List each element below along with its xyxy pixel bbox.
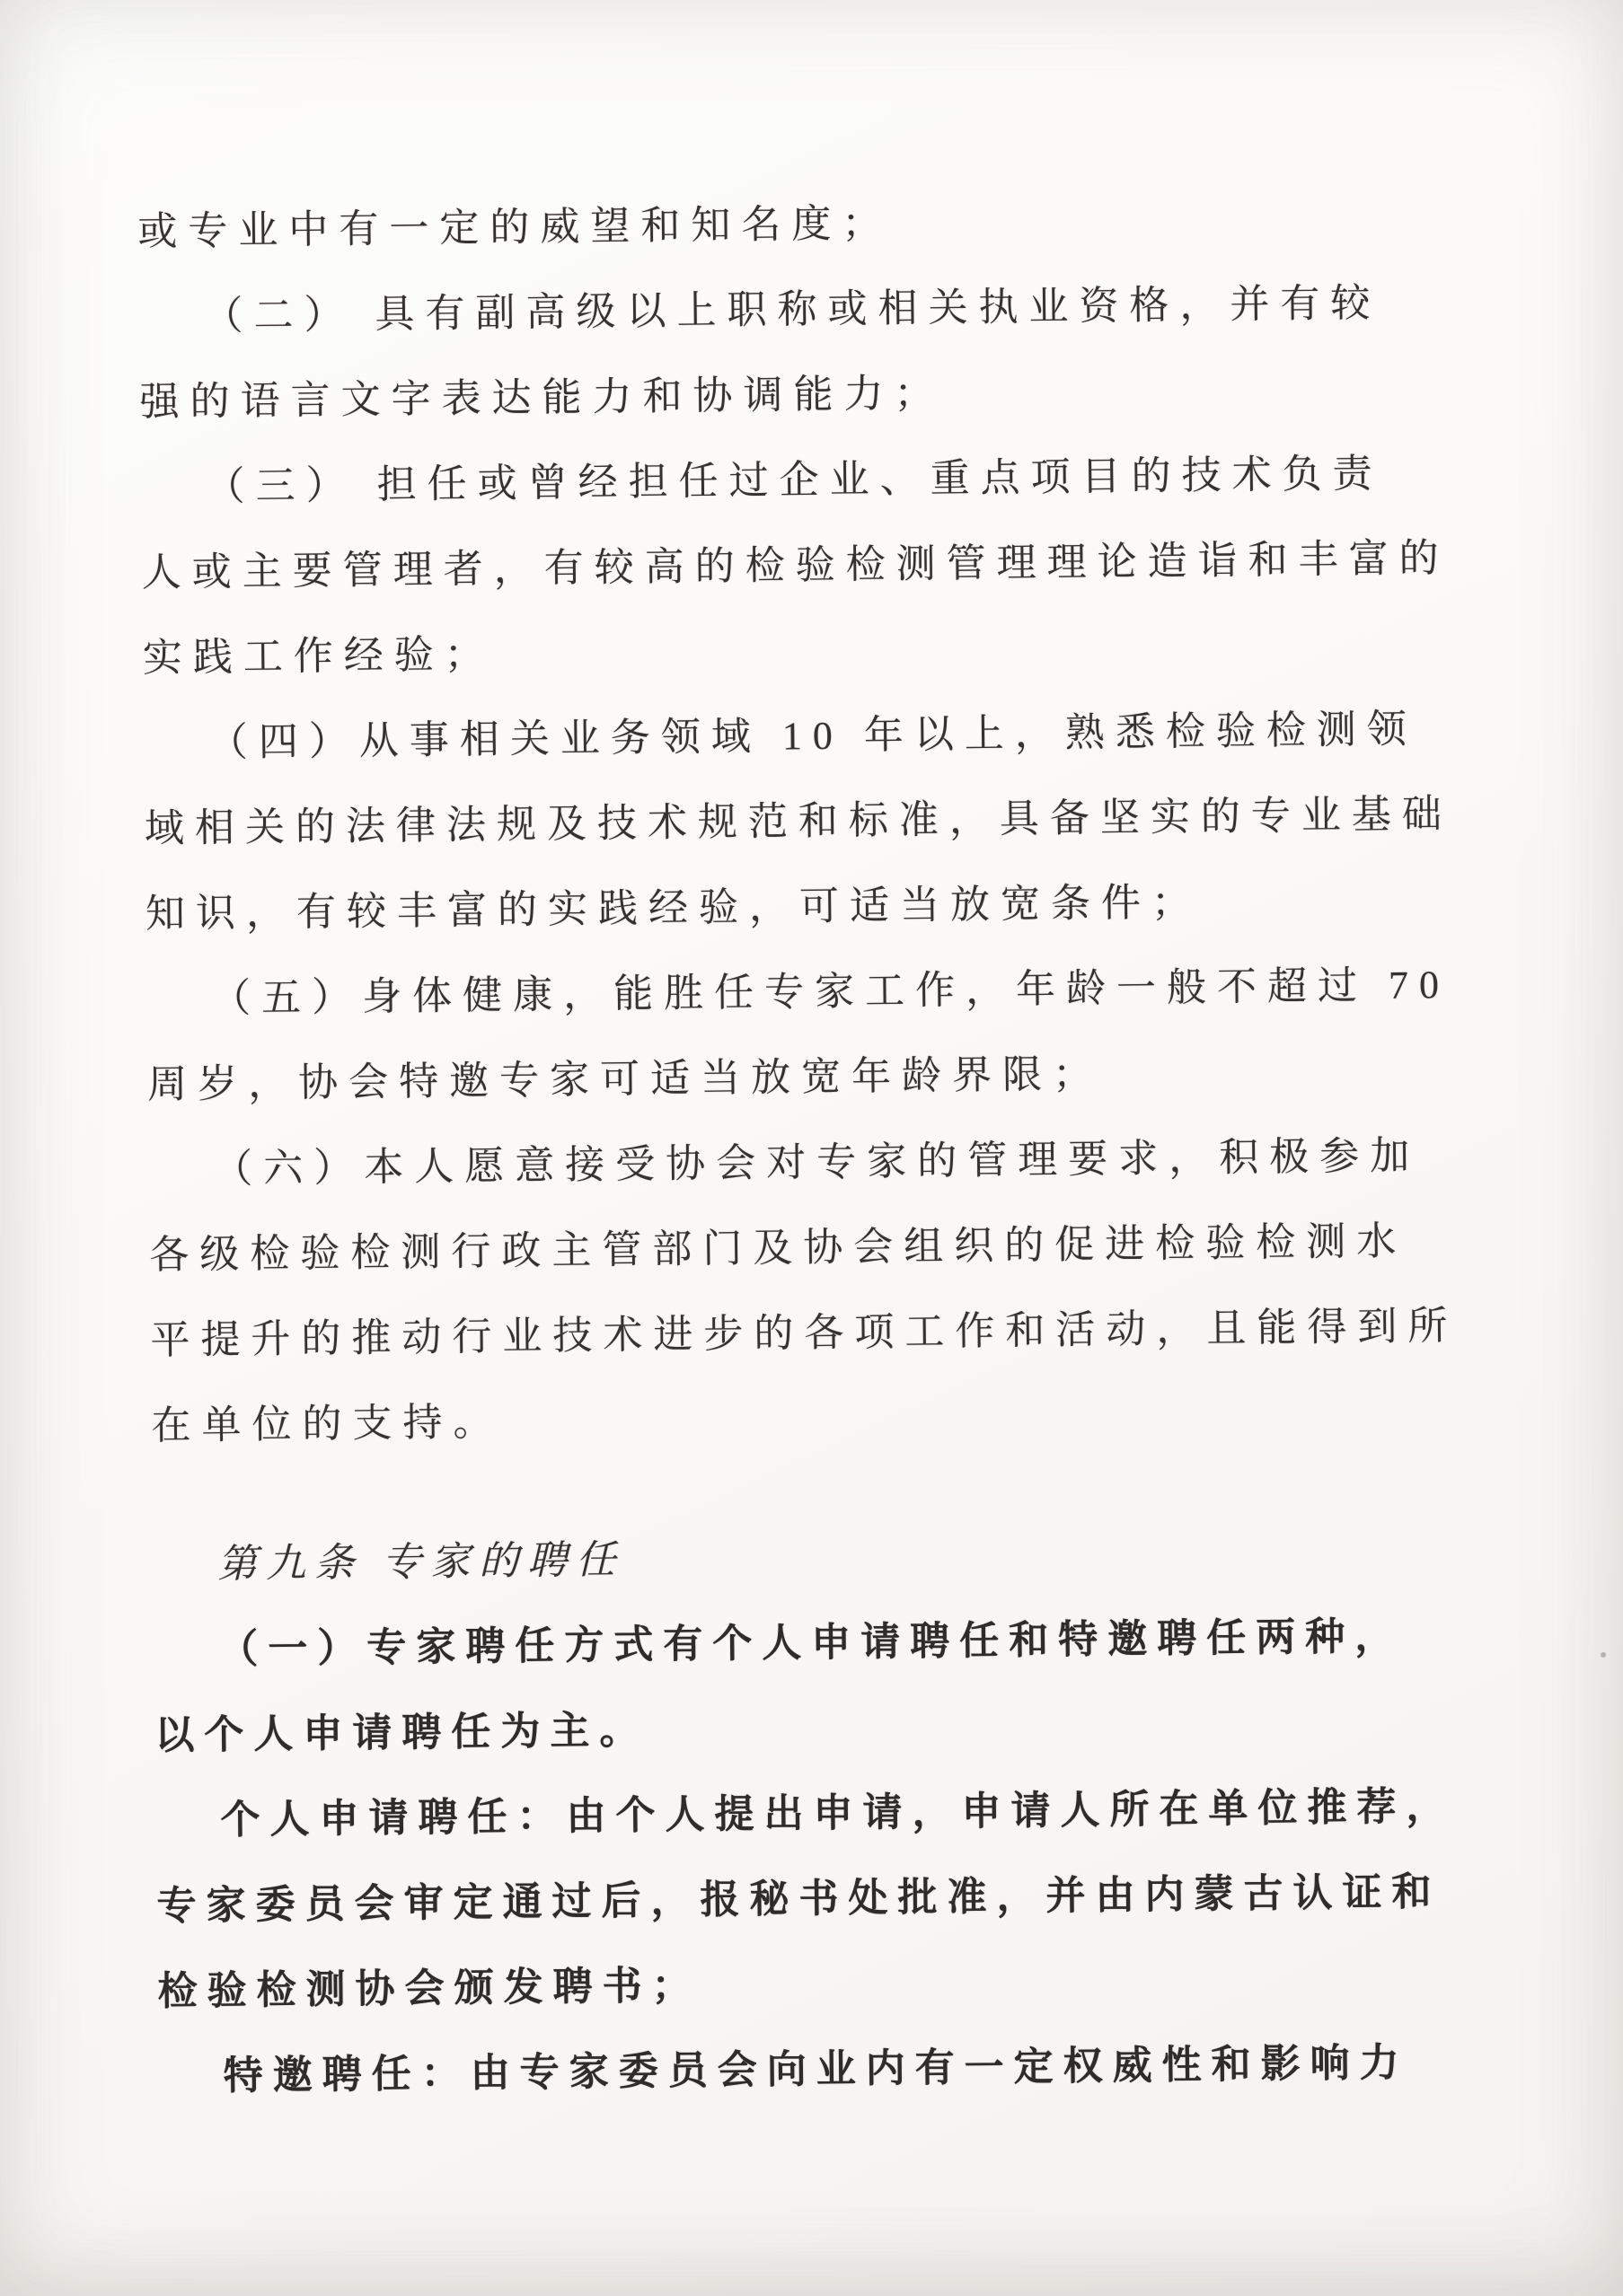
clause-4-line-2: 域相关的法律法规及技术规范和标准，具备坚实的专业基础 [144, 792, 1453, 851]
clause-1-continuation-line: 或专业中有一定的威望和知名度； [137, 201, 893, 254]
clause-3-line-3: 实践工作经验； [142, 632, 496, 681]
clause-6-line-2: 各级检验检测行政主管部门及协会组织的促进检验检测水 [149, 1218, 1407, 1278]
clause-2-line-2: 强的语言文字表达能力和协调能力； [139, 371, 945, 425]
clause-2-line-1: （二） 具有副高级以上职称或相关执业资格，并有较 [203, 280, 1381, 339]
article-9-heading: 第九条 专家的聘任 [216, 1537, 625, 1587]
article-9-item-1-line-1: （一）专家聘任方式有个人申请聘任和特邀聘任两种， [218, 1614, 1405, 1672]
clause-3-line-1: （三） 担任或曾经担任过企业、重点项目的技术负责 [205, 451, 1383, 509]
individual-application-line-2: 专家委员会审定通过后，报秘书处批准，并由内蒙古认证和 [156, 1869, 1442, 1929]
document-text-block [137, 174, 1506, 2120]
special-invitation-line-1: 特邀聘任：由专家委员会向业内有一定权威性和影响力 [223, 2040, 1409, 2098]
article-9-item-1-line-2: 以个人申请聘任为主。 [154, 1708, 649, 1758]
clause-6-line-3: 平提升的推动行业技术进步的各项工作和活动，且能得到所 [150, 1303, 1459, 1363]
clause-5-line-1: （五）身体健康，能胜任专家工作，年龄一般不超过 70 [210, 963, 1451, 1021]
clause-6-line-4: 在单位的支持。 [151, 1400, 504, 1448]
individual-application-line-1: 个人申请聘任：由个人提出申请，申请人所在单位推荐， [220, 1784, 1456, 1843]
clause-4-line-3: 知识，有较丰富的实践经验，可适当放宽条件； [145, 880, 1203, 937]
scan-artifact-dot [1601, 1652, 1606, 1658]
clause-6-line-1: （六）本人愿意接受协会对专家的管理要求，积极参加 [212, 1133, 1421, 1192]
individual-application-line-3: 检验检测协会颁发聘书； [157, 1963, 701, 2014]
clause-5-line-2: 周岁，协会特邀专家可适当放宽年龄界限； [146, 1051, 1104, 1107]
clause-4-line-1: （四）从事相关业务领域 10 年以上，熟悉检验检测领 [207, 707, 1418, 765]
clause-3-line-2: 人或主要管理者，有较高的检验检测管理理论造诣和丰富的 [141, 536, 1450, 595]
